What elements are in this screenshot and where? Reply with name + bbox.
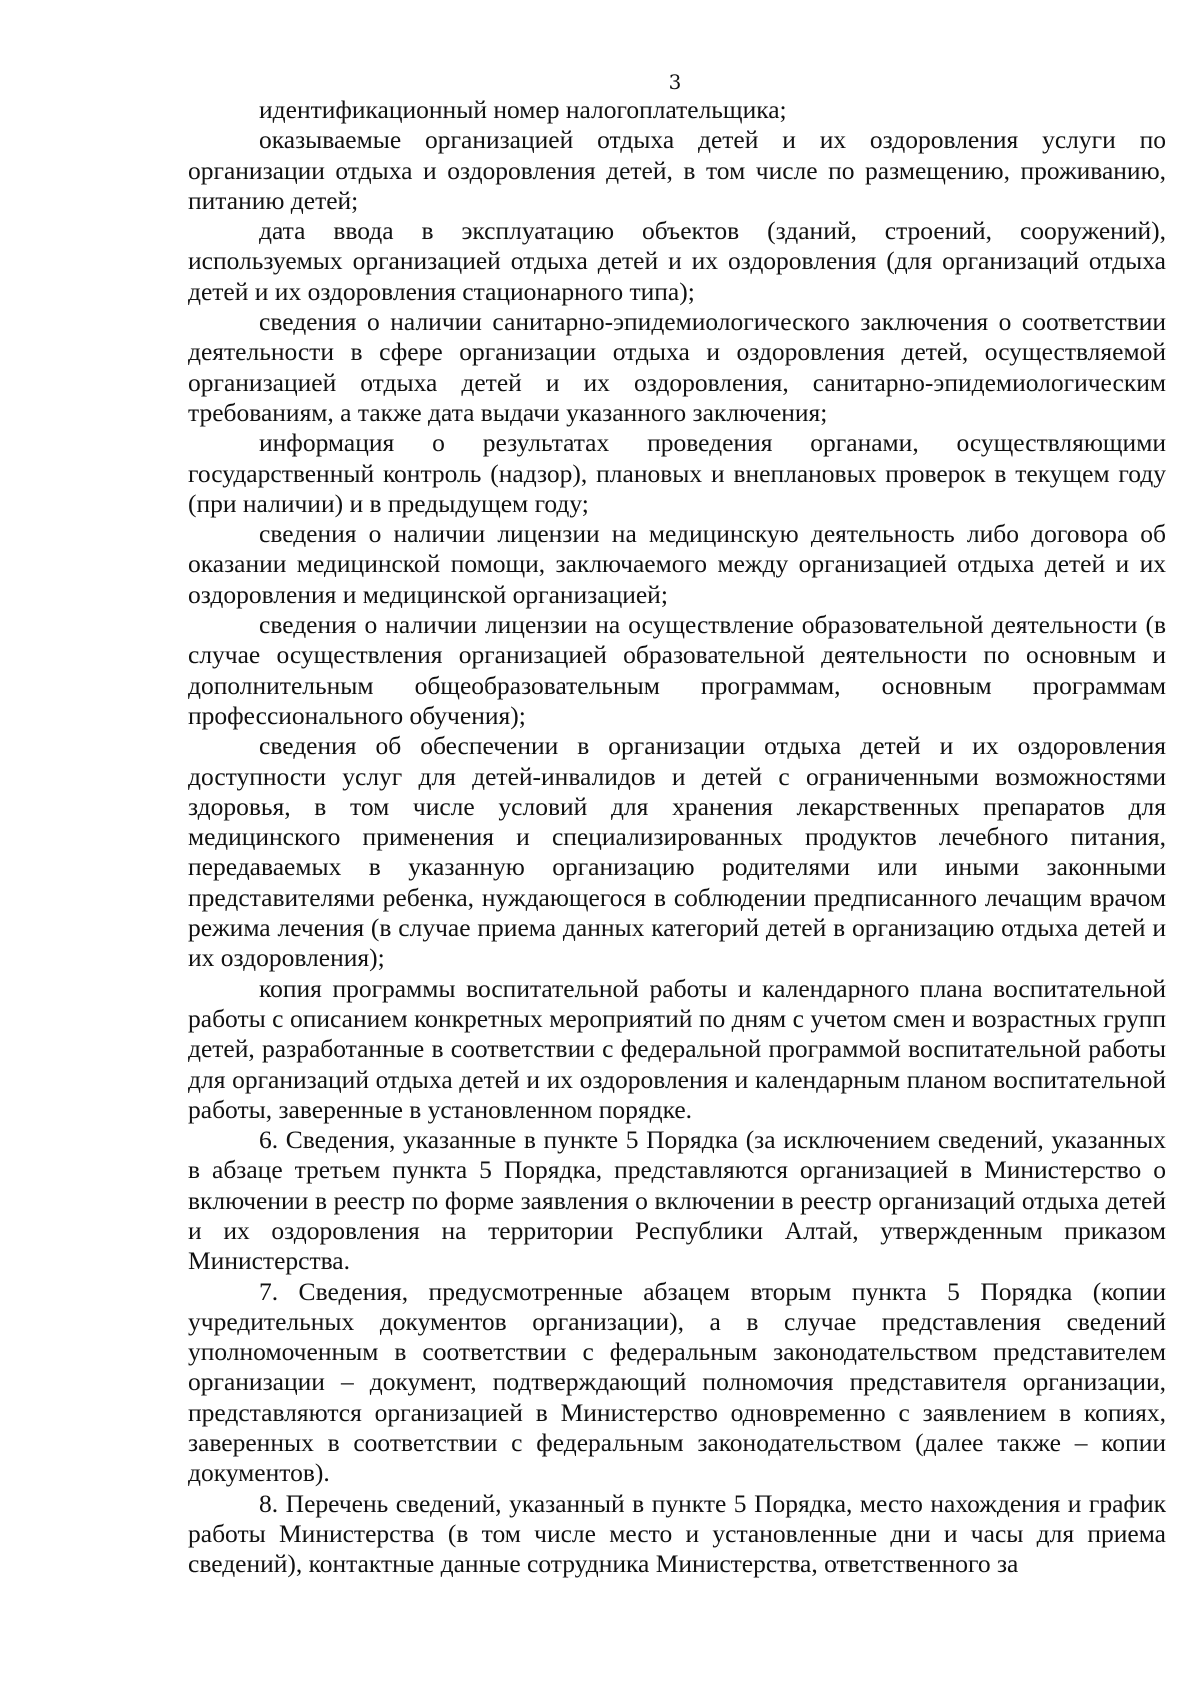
- paragraph: информация о результатах проведения органами, осуществляющими государственный контроль (надзор), плановых и внеплановых проверок в текущем году (при наличии) и в предыдущем году;: [188, 428, 1166, 518]
- paragraph: сведения о наличии лицензии на осуществление образовательной деятельности (в случае осуществления организацией образовательной деятельности по основным и дополнительным общеобразовательным программам, основным программам профессионального обучения);: [188, 610, 1166, 730]
- document-body: [188, 95, 1166, 1580]
- paragraph: копия программы воспитательной работы и календарного плана воспитательной работы с описанием конкретных мероприятий по дням с учетом смен и возрастных групп детей, разработанные в соответствии с федеральной программой воспитательной работы для организаций отдыха детей и их оздоровления и календарным планом воспитательной работы, заверенные в установленном порядке.: [188, 973, 1166, 1124]
- paragraph: сведения о наличии санитарно-эпидемиологического заключения о соответствии деятельности в сфере организации отдыха и оздоровления детей, осуществляемой организацией отдыха детей и их оздоровления, санитарно-эпидемиологическим требованиям, а также дата выдачи указанного заключения;: [188, 307, 1166, 427]
- page-number: 3: [668, 70, 682, 94]
- paragraph: дата ввода в эксплуатацию объектов (зданий, строений, сооружений), используемых организацией отдыха детей и их оздоровления (для организаций отдыха детей и их оздоровления стационарного типа);: [188, 216, 1166, 306]
- paragraph: 6. Сведения, указанные в пункте 5 Порядка (за исключением сведений, указанных в абзаце третьем пункта 5 Порядка, представляются организацией в Министерство о включении в реестр по форме заявления о включении в реестр организаций отдыха детей и их оздоровления на территории Республики Алтай, утвержденным приказом Министерства.: [188, 1125, 1166, 1276]
- paragraph: идентификационный номер налогоплательщика;: [259, 95, 787, 124]
- paragraph: сведения об обеспечении в организации отдыха детей и их оздоровления доступности услуг для детей-инвалидов и детей с ограниченными возможностями здоровья, в том числе условий для хранения лекарственных препаратов для медицинского применения и специализированных продуктов лечебного питания, передаваемых в указанную организацию родителями или иными законными представителями ребенка, нуждающегося в соблюдении предписанного лечащим врачом режима лечения (в случае приема данных категорий детей в организацию отдыха детей и их оздоровления);: [188, 731, 1166, 973]
- paragraph: сведения о наличии лицензии на медицинскую деятельность либо договора об оказании медицинской помощи, заключаемого между организацией отдыха детей и их оздоровления и медицинской организацией;: [188, 519, 1166, 609]
- paragraph: 8. Перечень сведений, указанный в пункте 5 Порядка, место нахождения и график работы Министерства (в том числе место и установленные дни и часы для приема сведений), контактные данные сотрудника Министерства, ответственного за: [188, 1488, 1166, 1579]
- paragraph: оказываемые организацией отдыха детей и их оздоровления услуги по организации отдыха и оздоровления детей, в том числе по размещению, проживанию, питанию детей;: [188, 125, 1166, 215]
- paragraph: 7. Сведения, предусмотренные абзацем вторым пункта 5 Порядка (копии учредительных документов организации), а в случае представления сведений уполномоченным в соответствии с федеральным законодательством представителем организации – документ, подтверждающий полномочия представителя организации, представляются организацией в Министерство одновременно с заявлением в копиях, заверенных в соответствии с федеральным законодательством (далее также – копии документов).: [188, 1276, 1166, 1488]
